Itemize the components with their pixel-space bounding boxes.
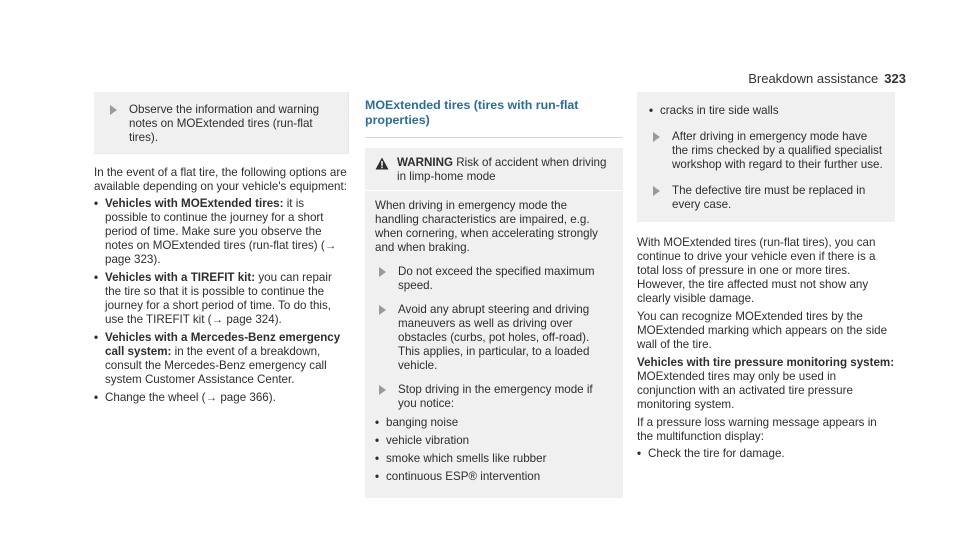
step-text: Do not exceed the specified maximum speed. [398, 265, 595, 292]
warning-body [365, 190, 623, 498]
option-title: Vehicles with a TIREFIT kit: [105, 271, 256, 284]
option-text: you can repair the tire so that it is possible to continue the journey for a short period of time. To do this, use the TIREFIT kit (→ page 324). [105, 271, 332, 326]
tpms-text: MOExtended tires may only be used in conjunction with an activated tire pressure monitoring system. [637, 370, 853, 411]
list-item: • Check the tire for damage. [637, 447, 895, 461]
warning-triangle-icon [375, 157, 389, 184]
instruction-step [375, 265, 613, 293]
instruction-step [375, 303, 613, 373]
step-arrow-icon [653, 186, 660, 196]
notice-list [375, 416, 613, 484]
paragraph-tpms [637, 356, 895, 412]
intro-paragraph: In the event of a flat tire, the following options are available depending on your vehicle's equipment: [94, 166, 347, 193]
step-text: Observe the information and warning notes on MOExtended tires (run-flat tires). [129, 103, 320, 144]
step-text: After driving in emergency mode have the rims checked by a qualified specialist workshop with regard to their further use. [672, 130, 883, 171]
warning-header [365, 148, 623, 190]
step-arrow-icon [379, 305, 386, 315]
step-arrow-icon [653, 132, 660, 142]
warning-title: Risk of accident when driving in limp-home mode [397, 156, 607, 183]
notice-list-continued [649, 104, 883, 118]
instruction-step [106, 103, 336, 145]
column-right [637, 92, 895, 465]
list-item: • banging noise [375, 416, 613, 430]
list-item: • vehicle vibration [375, 434, 613, 448]
warning-box [365, 148, 623, 498]
step-arrow-icon [379, 267, 386, 277]
section-heading: MOExtended tires (tires with run-flat properties) [365, 98, 623, 138]
list-item: • continuous ESP® intervention [375, 470, 613, 484]
paragraph-run-flat: With MOExtended tires (run-flat tires), you can continue to drive your vehicle even if there is a total loss of pressure in one or more tires. However, the tire affected must not show any clearly visible damage. [637, 236, 876, 305]
subheading-tpms: Vehicles with tire pressure monitoring system: [637, 356, 895, 369]
instruction-step [649, 130, 883, 172]
list-item [94, 271, 349, 327]
list-item [94, 331, 349, 387]
note-box [94, 92, 349, 154]
step-text: Avoid any abrupt steering and driving maneuvers as well as driving over obstacles (curbs, pot holes, off-road). This applies, in particular, to a loaded vehicle. [398, 303, 590, 372]
option-text: Change the wheel (→ page 366). [105, 391, 276, 404]
list-item: • cracks in tire side walls [649, 104, 883, 118]
list-item [94, 391, 349, 405]
option-title: Vehicles with a Mercedes-Benz emergency call system: [105, 331, 341, 358]
instruction-step [649, 184, 883, 212]
step-arrow-icon [110, 105, 117, 115]
warning-label: WARNING [397, 156, 454, 169]
option-text: it is possible to continue the journey for a short period of time. Make sure you observe the notes on MOExtended tires (run-flat tires) (→ page 323). [105, 197, 337, 266]
step-text: Stop driving in the emergency mode if you notice: [398, 383, 593, 410]
option-text: in the event of a breakdown, consult the Mercedes-Benz emergency call system Customer Assistance Center. [105, 345, 327, 386]
option-title: Vehicles with MOExtended tires: [105, 197, 284, 210]
options-list [94, 197, 349, 405]
page-number: 323 [884, 71, 906, 86]
column-middle [365, 92, 623, 498]
instruction-step [375, 383, 613, 411]
step-text: The defective tire must be replaced in every case. [672, 184, 866, 211]
column-left [94, 92, 349, 409]
action-list [637, 447, 895, 461]
paragraph-pressure-loss: If a pressure loss warning message appears in the multifunction display: [637, 416, 877, 443]
list-item [94, 197, 349, 267]
paragraph-recognize: You can recognize MOExtended tires by the MOExtended marking which appears on the side wall of the tire. [637, 310, 888, 351]
warning-description: When driving in emergency mode the handling characteristics are impaired, e.g. when cornering, when accelerating strongly and when braking. [375, 199, 598, 254]
continued-warning-box [637, 92, 895, 222]
section-title: Breakdown assistance [748, 71, 879, 86]
step-arrow-icon [379, 385, 386, 395]
page-header [748, 71, 906, 86]
list-item: • smoke which smells like rubber [375, 452, 613, 466]
